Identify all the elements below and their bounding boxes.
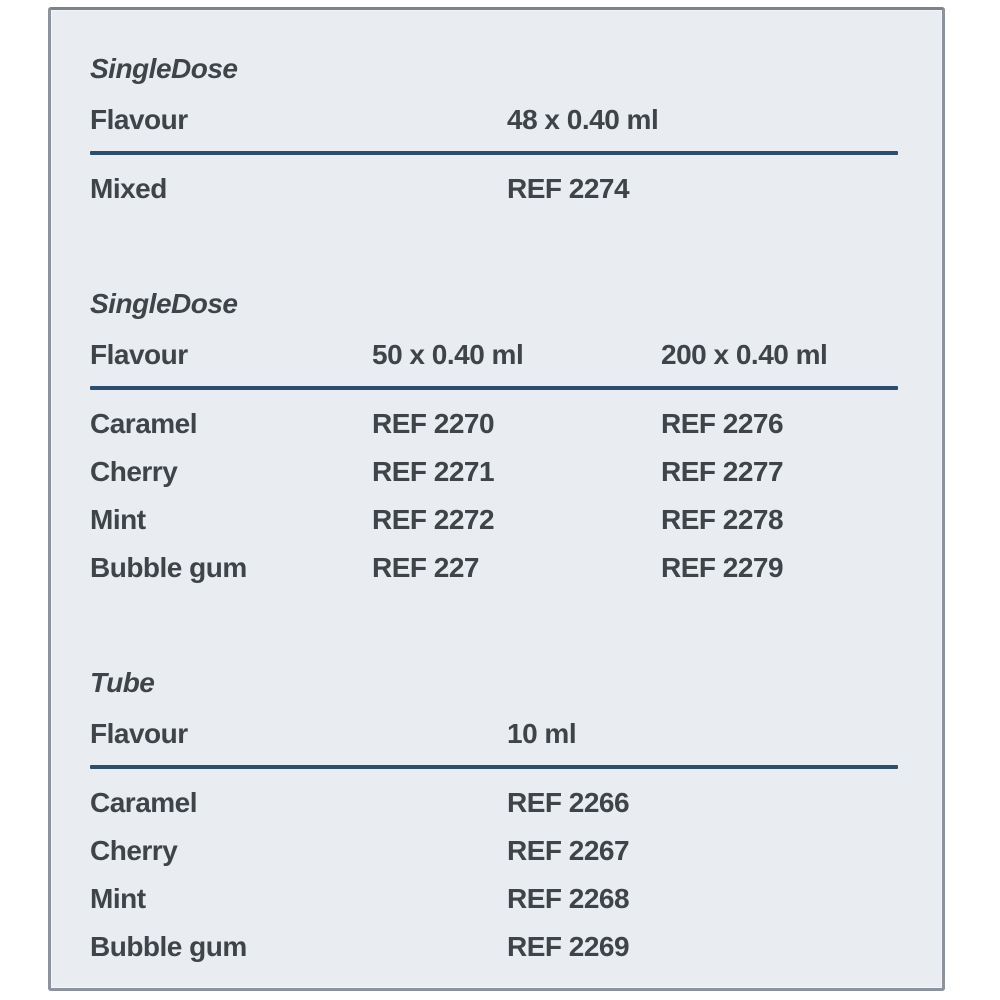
ref-cell: REF 2268 [507, 883, 630, 914]
product-reference-panel [48, 7, 945, 991]
ref-cell: REF 2274 [507, 173, 630, 204]
ref-cell: REF 2278 [661, 504, 784, 535]
section-singledose-flavours [90, 289, 898, 592]
ref-cell: REF 2279 [661, 552, 784, 583]
header-size-200x040: 200 x 0.40 ml [661, 339, 828, 370]
header-divider [90, 765, 898, 769]
ref-cell: REF 2266 [507, 787, 630, 818]
header-divider [90, 151, 898, 155]
section-title: Tube [90, 667, 155, 698]
flavour-cell: Cherry [90, 456, 178, 487]
table-row [90, 165, 898, 213]
flavour-cell: Bubble gum [90, 931, 247, 962]
header-flavour: Flavour [90, 339, 188, 370]
table-row [90, 400, 898, 448]
table-row [90, 544, 898, 592]
flavour-cell: Mixed [90, 173, 167, 204]
flavour-cell: Bubble gum [90, 552, 247, 583]
header-flavour: Flavour [90, 104, 188, 135]
ref-cell: REF 227 [372, 552, 479, 583]
header-divider [90, 386, 898, 390]
table-row [90, 923, 898, 971]
ref-cell: REF 2271 [372, 456, 495, 487]
section-tube [90, 668, 898, 971]
header-flavour: Flavour [90, 718, 188, 749]
table-row [90, 496, 898, 544]
table-row [90, 827, 898, 875]
ref-cell: REF 2270 [372, 408, 495, 439]
flavour-cell: Mint [90, 883, 146, 914]
header-size-48x040: 48 x 0.40 ml [507, 104, 659, 135]
header-row [90, 103, 898, 137]
table-row [90, 448, 898, 496]
flavour-cell: Cherry [90, 835, 178, 866]
ref-cell: REF 2277 [661, 456, 784, 487]
table-row [90, 875, 898, 923]
table-row [90, 779, 898, 827]
section-title: SingleDose [90, 53, 238, 84]
ref-cell: REF 2269 [507, 931, 630, 962]
section-title: SingleDose [90, 288, 238, 319]
header-size-10ml: 10 ml [507, 718, 577, 749]
ref-cell: REF 2272 [372, 504, 495, 535]
flavour-cell: Caramel [90, 787, 198, 818]
section-singledose-mixed [90, 54, 898, 213]
flavour-cell: Caramel [90, 408, 198, 439]
ref-cell: REF 2276 [661, 408, 784, 439]
ref-cell: REF 2267 [507, 835, 630, 866]
header-row [90, 338, 898, 372]
header-size-50x040: 50 x 0.40 ml [372, 339, 524, 370]
header-row [90, 717, 898, 751]
flavour-cell: Mint [90, 504, 146, 535]
